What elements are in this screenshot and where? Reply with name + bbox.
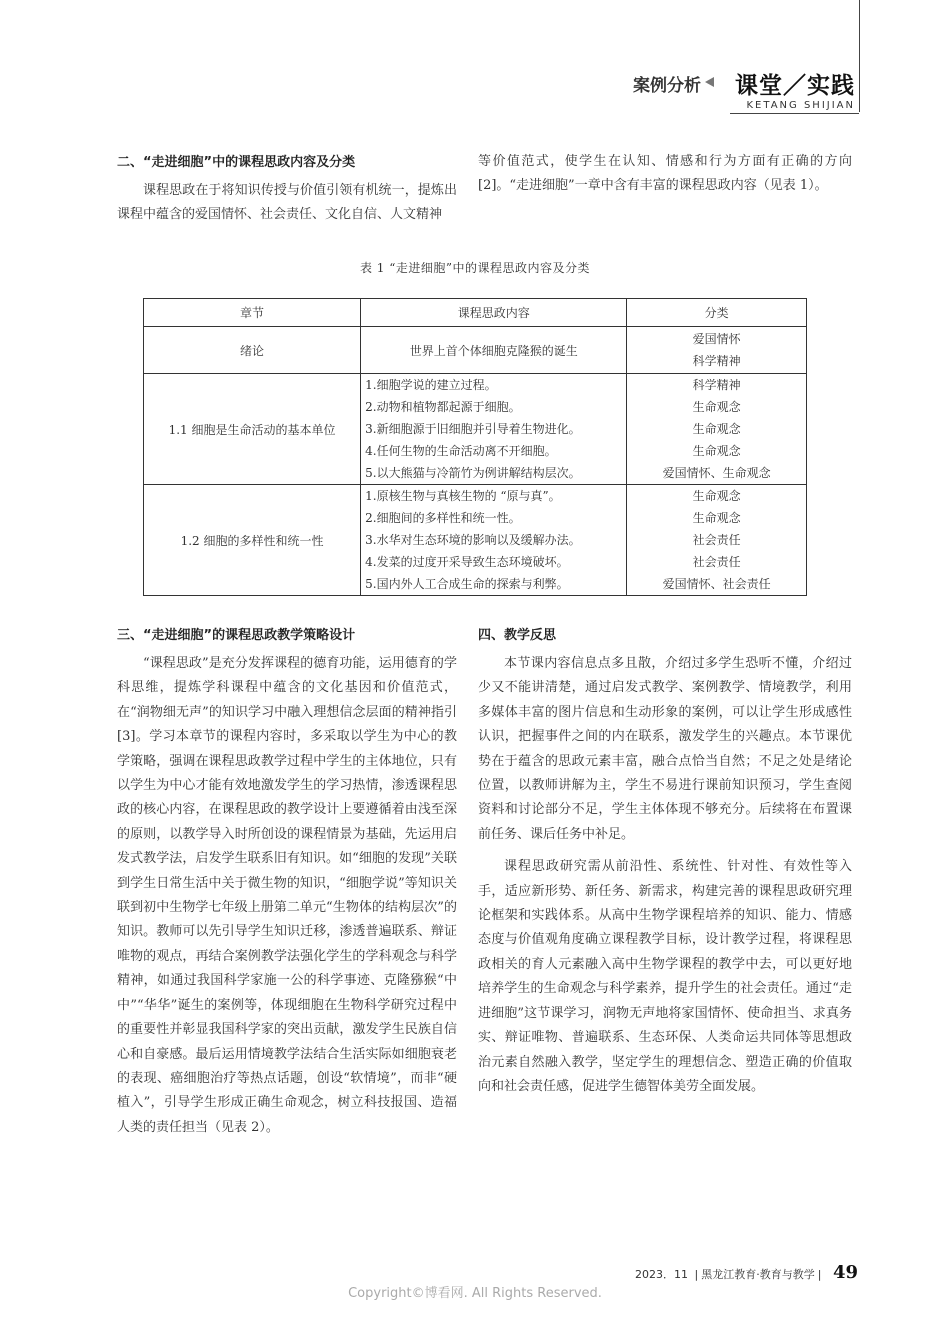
content-item: 3.新细胞源于旧细胞并引导着生物进化。 <box>365 422 581 436</box>
table-header-content: 课程思政内容 <box>361 299 627 327</box>
category-item: 爱国情怀、社会责任 <box>662 577 771 591</box>
left-top-column <box>117 153 457 228</box>
header-underline <box>730 113 859 114</box>
section2-paragraph: 课程思政在于将知识传授与价值引领有机统一，提炼出课程中蕴含的爱国情怀、社会责任、文化自信、人文精神 <box>117 183 457 223</box>
triangle-left-icon <box>705 77 714 87</box>
table-header-row <box>144 299 807 327</box>
section2-paragraph-continued: 等价值范式，使学生在认知、情感和行为方面有正确的方向[2]。“走进细胞”一章中含有丰富的课程思政内容（见表 1）。 <box>478 154 852 194</box>
content-item: 1.细胞学说的建立过程。 <box>365 378 497 392</box>
section3-paragraph: “课程思政”是充分发挥课程的德育功能，运用德育的学科思维，提炼学科课程中蕴含的文化基因和价值范式，在“润物细无声”的知识学习中融入理想信念层面的精神指引[3]。学习本章节的课程内容时，多采取以学生为中心的教学策略，强调在课程思政教学过程中学生的主体地位，只有以学生为中心才能有效地激发学生的学习热情，渗透课程思政的核心内容，在课程思政的教学设计上要遵循着由浅至深的原则，以教学导入时所创设的课程情景为基础，先运用启发式教学法，启发学生联系旧有知识。如“细胞的发现”关联到学生日常生活中关于微生物的知识，“细胞学说”等知识关联到初中生物学七年级上册第二单元“生物体的结构层次”的知识。教师可以先引导学生知识迁移，渗透普遍联系、辩证唯物的观点，再结合案例教学法强化学生的学科观念与科学精神，如通过我国科学家施一公的科学事迹、克隆猕猴“中中”“华华”诞生的案例等，体现细胞在生物科学研究过程中的重要性并彰显我国科学家的突出贡献，激发学生民族自信心和自豪感。最后运用情境教学法结合生活实际如细胞衰老的表现、癌细胞治疗等热点话题，创设“软情境”，而非“硬植入”，引导学生形成正确生命观念，树立科技报国、造福人类的责任担当（见表 2）。 <box>117 656 457 1135</box>
category-item: 科学精神 <box>692 354 741 368</box>
table-row <box>144 374 807 485</box>
table-cell-content <box>361 374 627 485</box>
column-pinyin: KETANG SHIJIAN <box>746 100 855 111</box>
section2-heading: 二、“走进细胞”中的课程思政内容及分类 <box>117 155 356 170</box>
section3-column <box>117 626 457 1140</box>
category-item: 社会责任 <box>692 533 741 547</box>
content-item: 5.以大熊猫与冷箭竹为例讲解结构层次。 <box>365 466 581 480</box>
content-item: 5.国内外人工合成生命的探索与利弊。 <box>365 577 569 591</box>
table-cell-chapter: 1.1 细胞是生命活动的基本单位 <box>144 374 361 485</box>
category-item: 生命观念 <box>692 422 741 436</box>
table-cell-chapter: 1.2 细胞的多样性和统一性 <box>144 485 361 596</box>
category-item: 科学精神 <box>692 378 741 392</box>
table-cell-category <box>627 374 807 485</box>
content-item: 3.水华对生态环境的影响以及缓解办法。 <box>365 533 581 547</box>
category-item: 生命观念 <box>692 511 741 525</box>
table-caption: 表 1 “走进细胞”中的课程思政内容及分类 <box>359 261 591 275</box>
content-item: 2.动物和植物都起源于细胞。 <box>365 400 521 414</box>
content-item: 4.任何生物的生命活动离不开细胞。 <box>365 444 557 458</box>
course-content-table <box>143 298 807 596</box>
page-number: 49 <box>832 1262 858 1283</box>
journal-name: 黑龙江教育·教育与教学 <box>701 1268 815 1281</box>
table-cell-chapter: 绪论 <box>144 327 361 374</box>
category-item: 爱国情怀、生命观念 <box>662 466 771 480</box>
content-item: 4.发菜的过度开采导致生态环境破坏。 <box>365 555 569 569</box>
page-footer: 2023．11 | 黑龙江教育·教育与教学 | 49 <box>635 1262 858 1283</box>
section3-heading: 三、“走进细胞”的课程思政教学策略设计 <box>117 628 356 643</box>
content-item: 1.原核生物与真核生物的 “原与真”。 <box>365 489 561 503</box>
table-header-category: 分类 <box>627 299 807 327</box>
table-cell-content: 世界上首个体细胞克隆猴的诞生 <box>361 327 627 374</box>
category-item: 生命观念 <box>692 400 741 414</box>
section4-paragraph-1: 本节课内容信息点多且散，介绍过多学生恐听不懂，介绍过少又不能讲清楚，通过启发式教学、案例教学、情境教学，利用多媒体丰富的图片信息和生动形象的案例，可以让学生形成感性认识，把握事件之间的内在联系，激发学生的兴趣点。本节课优势在于蕴含的思政元素丰富，融合点恰当自然；不足之处是绪论位置，以教师讲解为主，学生不易进行课前知识预习，学生查阅资料和讨论部分不足，学生主体体现不够充分。后续将在布置课前任务、课后任务中补足。 <box>478 656 852 842</box>
category-item: 生命观念 <box>692 444 741 458</box>
table-header-chapter: 章节 <box>144 299 361 327</box>
column-brand: 课堂／实践 <box>735 73 855 99</box>
category-item: 社会责任 <box>692 555 741 569</box>
section4-column <box>478 626 852 1099</box>
table-row <box>144 485 807 596</box>
content-item: 2.细胞间的多样性和统一性。 <box>365 511 521 525</box>
copyright-notice: Copyright©博看网. All Rights Reserved. <box>348 1286 602 1301</box>
category-item: 爱国情怀 <box>692 332 741 346</box>
right-top-column <box>478 150 852 199</box>
table-cell-content <box>361 485 627 596</box>
header-vertical-rule <box>859 0 860 112</box>
table-cell-category <box>627 327 807 374</box>
section4-heading: 四、教学反思 <box>478 628 557 643</box>
table-row <box>144 327 807 374</box>
table-cell-category <box>627 485 807 596</box>
issue-date: 2023．11 <box>635 1268 688 1281</box>
category-item: 生命观念 <box>692 489 741 503</box>
section-label: 案例分析 <box>633 76 701 96</box>
section4-paragraph-2: 课程思政研究需从前沿性、系统性、针对性、有效性等入手，适应新形势、新任务、新需求，构建完善的课程思政研究理论框架和实践体系。从高中生物学课程培养的知识、能力、情感态度与价值观角度确立课程教学目标，设计教学过程，将课程思政相关的育人元素融入高中生物学课程的教学中去，可以更好地培养学生的生命观念与科学素养，提升学生的社会责任。通过“走进细胞”这节课学习，润物无声地将家国情怀、使命担当、求真务实、辩证唯物、普遍联系、生态环保、人类命运共同体等思想政治元素自然融入教学，坚定学生的理想信念、塑造正确的价值取向和社会责任感，促进学生德智体美劳全面发展。 <box>478 859 852 1094</box>
